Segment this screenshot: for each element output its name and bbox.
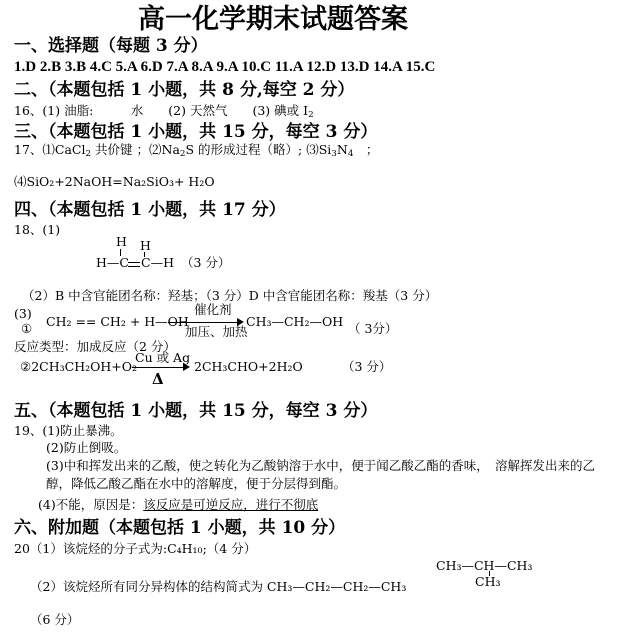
section-3-heading: 三、（本题包括 1 小题，共 15 分，每空 3 分） (14, 122, 378, 142)
q18-2-answer: （2）B 中含官能团名称：羟基；（3 分）D 中含官能团名称：羧基（3 分） (22, 288, 438, 303)
reaction-2-condition-top: Cu 或 Ag (135, 350, 191, 365)
reaction-2-condition-bottom: Δ (152, 370, 164, 388)
q18-label: 18、(1) (14, 222, 61, 237)
q20-2-answer: （2）该烷烃所有同分异构体的结构简式为 CH₃—CH₂—CH₂—CH₃ (30, 579, 407, 594)
reaction-2-product: 2CH₃CHO+2H₂O (194, 359, 303, 374)
page-title: 高一化学期末试题答案 (138, 4, 408, 35)
struct-h-top-2: H (140, 238, 151, 253)
choice-answers: 1.D 2.B 3.B 4.C 5.A 6.D 7.A 8.A 9.A 10.C 11.A 12.D 13.D 14.A 15.C (14, 59, 436, 75)
struct-h-top-1: H (116, 234, 127, 249)
q19-3-answer-line1: (3)中和挥发出来的乙酸，使之转化为乙酸钠溶于水中，便于闻乙酸乙酯的香味， 溶解挥发出来的乙 (46, 458, 595, 473)
reaction-1-number: ① (21, 321, 33, 336)
q20-1-answer: 20（1）该烷烃的分子式为:C₄H₁₀;（4 分） (14, 541, 257, 556)
reaction-2-score: （3 分） (342, 359, 392, 374)
section-5-heading: 五、（本题包括 1 小题，共 15 分，每空 3 分） (14, 401, 378, 421)
q17-4-equation: ⑷SiO₂+2NaOH=Na₂SiO₃+ H₂O (14, 174, 215, 189)
reaction-1-score: （ 3分） (348, 321, 398, 336)
q20-score: （6 分） (30, 612, 80, 627)
struct-right: C—H (141, 255, 174, 270)
reaction-1-reactants: CH₂ == CH₂ + H—OH (46, 314, 189, 329)
section-1-heading: 一、选择题（每题 3 分） (14, 36, 208, 56)
struct-left: H—C (96, 255, 129, 270)
reaction-2-arrow (132, 367, 188, 368)
reaction-1-condition-top: 催化剂 (194, 302, 232, 317)
reaction-1-product: CH₃—CH₂—OH (246, 314, 344, 329)
isobutane-main-chain: CH₃—CH—CH₃ (436, 558, 533, 573)
section-4-heading: 四、（本题包括 1 小题，共 17 分） (14, 200, 286, 220)
q18-3-label: (3) (14, 306, 32, 321)
struct-score: （3 分） (181, 255, 231, 270)
q19-1-answer: 19、(1)防止暴沸。 (14, 423, 123, 438)
reaction-2-reactants: ②2CH₃CH₂OH+O₂ (20, 359, 137, 374)
reaction-1-condition-bottom: 加压、加热 (185, 324, 248, 339)
section-2-heading: 二、（本题包括 1 小题，共 8 分,每空 2 分） (14, 80, 355, 100)
reaction-1-arrow (168, 322, 242, 323)
q19-4-answer: (4)不能，原因是：该反应是可逆反应，进行不彻底 (38, 497, 319, 512)
reaction-type: 反应类型：加成反应（2 分） (14, 339, 176, 354)
q19-2-answer: (2)防止倒吸。 (46, 440, 127, 455)
struct-double-bond (128, 262, 140, 267)
q19-3-answer-line2: 醇，降低乙酸乙酯在水中的溶解度，便于分层得到酯。 (46, 476, 347, 491)
q17-answer: 17、⑴CaCl$_2$ 共价键 ；$⑵Na_2S$ 的形成过程（略）; $⑶Si_3N_4$ ； (14, 142, 379, 159)
q16-answer: 16、(1) 油脂: 水 (2) 天然气 (3) 碘或 $I_2$ (14, 103, 314, 120)
section-6-heading: 六、附加题（本题包括 1 小题，共 10 分） (14, 518, 346, 538)
isobutane-branch: CH₃ (475, 574, 501, 589)
